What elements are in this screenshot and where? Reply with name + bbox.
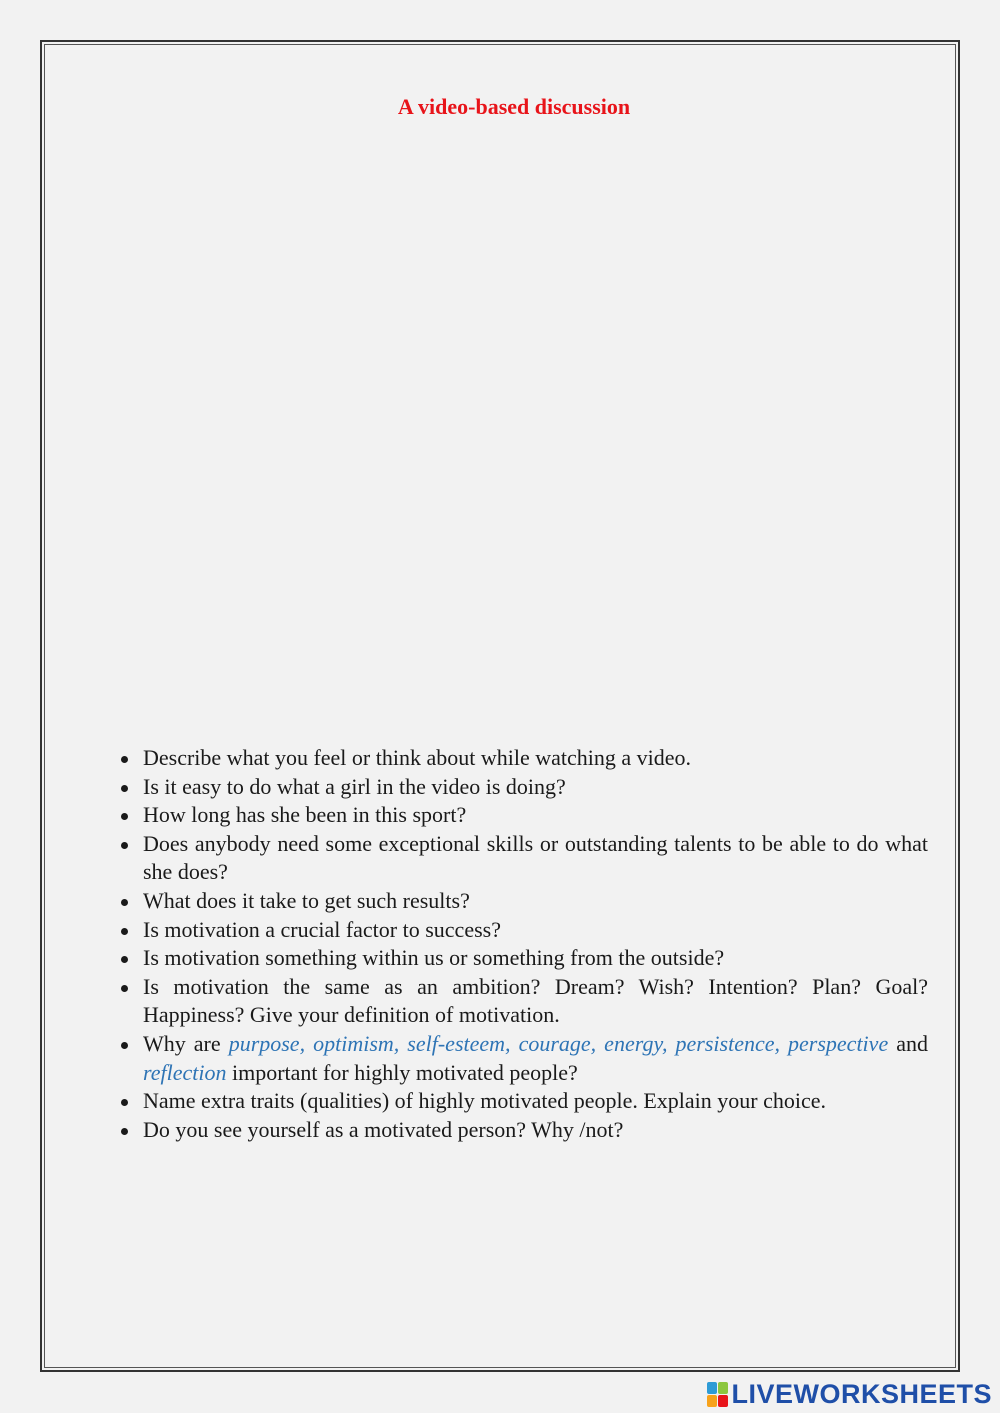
question-item (143, 830, 928, 887)
question-item (143, 1087, 928, 1116)
discussion-questions (143, 744, 928, 1144)
highlighted-traits: purpose, optimism, self-esteem, courage, energy, persistence, perspective (228, 1030, 889, 1056)
question-text: Do you see yourself as a motivated person? Why /not? (143, 1116, 624, 1142)
question-item (143, 944, 928, 973)
question-item (143, 744, 928, 773)
question-text: How long has she been in this sport? (143, 802, 467, 828)
question-text: and (888, 1030, 928, 1056)
question-text: What does it take to get such results? (143, 887, 470, 913)
question-text: important for highly motivated people? (226, 1059, 578, 1085)
question-item (143, 916, 928, 945)
question-item (143, 1116, 928, 1145)
question-item (143, 1030, 928, 1087)
page-border-inner (44, 44, 956, 1368)
worksheet-title: A video-based discussion (397, 94, 631, 119)
question-text: Is it easy to do what a girl in the video is doing? (143, 773, 566, 799)
highlighted-trait-reflection: reflection (143, 1059, 227, 1085)
question-item (143, 887, 928, 916)
question-text: Why are (143, 1030, 229, 1056)
question-text: Describe what you feel or think about while watching a video. (143, 745, 692, 770)
question-text: Is motivation the same as an ambition? Dream? Wish? Intention? Plan? Goal? Happiness? Give your definition of motivation. (143, 973, 928, 1028)
question-text: Name extra traits (qualities) of highly motivated people. Explain your choice. (143, 1088, 827, 1114)
question-text: Is motivation a crucial factor to success? (143, 916, 501, 942)
question-item (143, 773, 928, 802)
watermark-text: LIVEWORKSHEETS (731, 1378, 992, 1409)
question-item (143, 801, 928, 830)
question-text: Is motivation something within us or something from the outside? (143, 945, 725, 971)
question-item (143, 973, 928, 1030)
liveworksheets-watermark (707, 1378, 992, 1409)
liveworksheets-logo-icon (707, 1382, 728, 1407)
question-text: Does anybody need some exceptional skills or outstanding talents to be able to do what she does? (143, 830, 928, 885)
